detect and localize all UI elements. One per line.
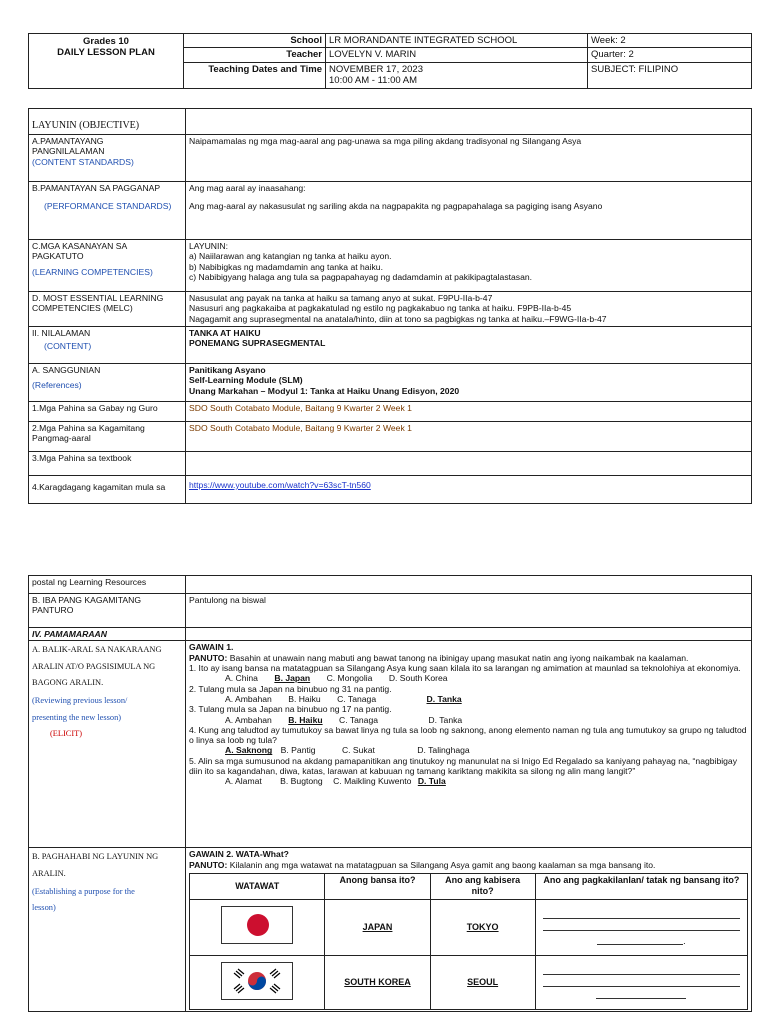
content-std-value: Naipamamalas ng mga mag-aaral ang pag-unawa sa mga piling akdang tradisyonal ng Silangang Asya bbox=[186, 135, 752, 182]
q4-options bbox=[189, 745, 748, 755]
balik-label-cell bbox=[29, 641, 186, 848]
textbook-label: 3.Mga Pahina sa textbook bbox=[29, 452, 186, 476]
japan-sun-disc bbox=[247, 914, 269, 936]
answer-line bbox=[543, 921, 740, 931]
q3-option-d: D. Tanka bbox=[428, 714, 463, 725]
q2-options bbox=[189, 694, 748, 704]
time-text: 10:00 AM - 11:00 AM bbox=[329, 75, 418, 87]
q5-options bbox=[189, 776, 748, 786]
ref-line-2: Self-Learning Module (SLM) bbox=[189, 375, 303, 386]
answer-line bbox=[543, 965, 740, 975]
date-text: NOVEMBER 17, 2023 bbox=[329, 63, 423, 75]
gawain2-title: GAWAIN 2. WATA-What? bbox=[189, 849, 289, 860]
objectives-table bbox=[28, 108, 752, 504]
q3-options bbox=[189, 715, 748, 725]
th-kabisera: Ano ang kabisera nito? bbox=[430, 873, 535, 899]
paghahabi-en-1: (Establishing a purpose for the bbox=[32, 887, 135, 897]
kag-value: SDO South Cotabato Module, Baitang 9 Kwarter 2 Week 1 bbox=[186, 422, 752, 452]
balik-line-3: BAGONG ARALIN. bbox=[32, 678, 104, 688]
perf-std-en: (PERFORMANCE STANDARDS) bbox=[44, 201, 172, 212]
q4-option-b: B. Pantig bbox=[280, 745, 316, 756]
row1-bansa: JAPAN bbox=[325, 899, 430, 955]
ref-label: A. SANGGUNIAN bbox=[32, 365, 101, 375]
layunin-heading: LAYUNIN (OBJECTIVE) bbox=[29, 109, 186, 135]
teacher-label: Teacher bbox=[184, 48, 326, 62]
row2-answer-cell bbox=[535, 955, 747, 1009]
lc-item-b: b) Nabibigkas ng madamdamin ang tanka at haiku. bbox=[189, 261, 383, 272]
content-std-label-1: A.PAMANTAYANG bbox=[32, 136, 104, 146]
iba-label-1: B. IBA PANG KAGAMITANG bbox=[32, 595, 142, 605]
panuto1-text: Basahin at unawain nang mabuti ang bawat tanong na ibinigay upang masukat natin ang iyong naikambak na kaalaman. bbox=[227, 652, 689, 663]
q5-option-d: D. Tula bbox=[417, 776, 446, 787]
content-line-1: TANKA AT HAIKU bbox=[189, 328, 261, 338]
lc-label-1: C.MGA KASANAYAN SA bbox=[32, 241, 128, 251]
q2-option-a: A. Ambahan bbox=[225, 693, 272, 704]
answer-line bbox=[597, 935, 683, 945]
balik-line-2: ARALIN AT/O PAGSISIMULA NG bbox=[32, 661, 156, 671]
panuto2-label: PANUTO: bbox=[189, 859, 228, 870]
kag-label-1: 2.Mga Pahina sa Kagamitang bbox=[32, 423, 145, 433]
ref-value-cell bbox=[186, 364, 752, 402]
melc-label-2: COMPETENCIES (MELC) bbox=[32, 303, 133, 314]
youtube-link[interactable]: https://www.youtube.com/watch?v=63scT-tn560 bbox=[189, 480, 371, 490]
lc-item-a: a) Naiilarawan ang katangian ng tanka at haiku ayon. bbox=[189, 251, 392, 262]
japan-flag bbox=[221, 906, 293, 944]
row1-answer-cell bbox=[535, 899, 747, 955]
plan-title: DAILY LESSON PLAN bbox=[57, 47, 155, 59]
q1-option-c: C. Mongolia bbox=[326, 673, 373, 684]
q3-option-c: C. Tanaga bbox=[339, 714, 379, 725]
paghahabi-line-2: ARALIN. bbox=[32, 868, 66, 878]
q1-option-d: D. South Korea bbox=[388, 673, 448, 684]
content-line-2: PONEMANG SUPRASEGMENTAL bbox=[189, 338, 326, 349]
melc-label-cell bbox=[29, 292, 186, 327]
gawain1-cell bbox=[186, 641, 752, 848]
row2-kabisera: SEOUL bbox=[430, 955, 535, 1009]
dates-value bbox=[326, 62, 588, 88]
q4-option-c: C. Sukat bbox=[341, 745, 375, 756]
q5-text: 5. Alin sa mga sumusunod na akdang pamapanitikan ang tinutukoy ng manunulat na si Inigo Ed Regalado sa kaniyang pahayag na, “nagbibigay diin ito sa kagandahan, diwa, katas, larawan at kabuuan ng tamang kariktang makikita sa silong ng alin mang langit?” bbox=[189, 755, 737, 777]
row2-bansa: SOUTH KOREA bbox=[325, 955, 430, 1009]
gawain1-title: GAWAIN 1. bbox=[189, 642, 234, 653]
gawain2-cell bbox=[186, 848, 752, 1012]
week-value: Week: 2 bbox=[588, 34, 752, 48]
answer-line-period: . bbox=[683, 936, 686, 947]
teacher-value: LOVELYN V. MARIN bbox=[326, 48, 588, 62]
content-en: (CONTENT) bbox=[44, 341, 92, 352]
q1-options bbox=[189, 673, 748, 683]
paghahabi-label-cell bbox=[29, 848, 186, 1012]
kag-label-cell bbox=[29, 422, 186, 452]
lc-title: LAYUNIN: bbox=[189, 241, 228, 251]
answer-line bbox=[596, 989, 686, 999]
melc-value-cell bbox=[186, 292, 752, 327]
q3-option-b: B. Haiku bbox=[288, 714, 323, 725]
q2-option-d: D. Tanka bbox=[426, 693, 462, 704]
melc-label-1: D. MOST ESSENTIAL LEARNING bbox=[32, 293, 164, 303]
answer-line-end-row bbox=[539, 933, 744, 947]
balik-line-1: A. BALIK-ARAL SA NAKARAANG bbox=[32, 645, 162, 655]
answer-line bbox=[543, 909, 740, 919]
perf-std-value-cell bbox=[186, 182, 752, 240]
q5-option-b: B. Bugtong bbox=[280, 776, 323, 787]
th-bansa: Anong bansa ito? bbox=[325, 873, 430, 899]
q5-option-c: C. Maikling Kuwento bbox=[333, 776, 412, 787]
melc-item-3: Nagagamit ang suprasegmental na anatala/hinto, diin at tono sa pagbigkas ng tanka at haiku.–F9WG-IIa-b-47 bbox=[189, 313, 607, 324]
answer-line bbox=[543, 977, 740, 987]
procedure-table bbox=[28, 575, 752, 1012]
lc-en: (LEARNING COMPETENCIES) bbox=[32, 266, 153, 277]
balik-en-2: presenting the new lesson) bbox=[32, 712, 122, 722]
balik-en-1: (Reviewing previous lesson/ bbox=[32, 696, 128, 706]
flags-table bbox=[189, 873, 748, 1010]
quarter-value: Quarter: 2 bbox=[588, 48, 752, 62]
paghahabi-en-2: lesson) bbox=[32, 903, 56, 913]
content-standards-label-cell bbox=[29, 135, 186, 182]
q5-option-a: A. Alamat bbox=[225, 776, 262, 787]
school-label: School bbox=[184, 34, 326, 48]
row1-kabisera: TOKYO bbox=[430, 899, 535, 955]
paghahabi-line-1: B. PAGHAHABI NG LAYUNIN NG bbox=[32, 852, 159, 862]
perf-std-line2: Ang mag-aaral ay nakasusulat ng sariling akda na nagpapakita ng pagpapahalaga sa pagiging isang Asyano bbox=[189, 201, 603, 212]
th-watawat: WATAWAT bbox=[190, 873, 325, 899]
taegeuk-icon bbox=[222, 963, 292, 999]
lc-value-cell bbox=[186, 240, 752, 292]
q4-text: 4. Kung ang taludtod ay tumutukoy sa bawat linya ng tula sa loob ng saknong, anong elemento naman ng tula ang tumutukoy sa grupo ng taludtod o linya sa loob ng tula? bbox=[189, 724, 747, 746]
ref-label-cell bbox=[29, 364, 186, 402]
panuto1-label: PANUTO: bbox=[189, 652, 228, 663]
header-table bbox=[28, 33, 752, 89]
perf-standards-label-cell bbox=[29, 182, 186, 240]
portal-empty bbox=[186, 576, 752, 594]
content-label: II. NILALAMAN bbox=[32, 328, 91, 338]
lc-label-2: PAGKATUTO bbox=[32, 251, 84, 262]
iba-label-cell bbox=[29, 594, 186, 628]
content-value-cell bbox=[186, 327, 752, 364]
kag-label-2: Pangmag-aaral bbox=[32, 433, 91, 444]
grade-level: Grades 10 bbox=[83, 36, 129, 47]
portal-label: postal ng Learning Resources bbox=[29, 576, 186, 594]
panuto2-text: Kilalanin ang mga watawat na matatagpuan sa Silangang Asya gamit ang baong kaalaman sa mga bansang ito. bbox=[227, 859, 656, 870]
pamamaraan-empty bbox=[186, 628, 752, 641]
subject-value: SUBJECT: FILIPINO bbox=[588, 62, 752, 88]
content-std-label-2: PANGNILALAMAN bbox=[32, 146, 105, 157]
q2-option-b: B. Haiku bbox=[288, 693, 321, 704]
perf-std-line1: Ang mag aaral ay inaasahang: bbox=[189, 183, 306, 193]
q4-option-d: D. Talinghaga bbox=[417, 745, 470, 756]
school-value: LR MORANDANTE INTEGRATED SCHOOL bbox=[326, 34, 588, 48]
ref-en: (References) bbox=[32, 380, 82, 391]
panuto2 bbox=[189, 860, 748, 870]
q1-text: 1. Ito ay isang bansa na matatagpuan sa Silangang Asya kung saan kilala ito sa larangan ng amimation at maunlad sa teknolohiya at ekonomiya. bbox=[189, 662, 741, 673]
q1-option-a: A. China bbox=[225, 673, 258, 684]
q3-option-a: A. Ambahan bbox=[225, 714, 272, 725]
q3-text: 3. Tulang mula sa Japan na binubuo ng 17 na pantig. bbox=[189, 704, 392, 715]
grade-cell bbox=[29, 34, 184, 89]
lc-item-c: c) Nabibigyang halaga ang tula sa pagpapahayag ng dadamdamin at pakikipagtalastasan. bbox=[189, 271, 533, 282]
japan-flag-cell bbox=[190, 899, 325, 955]
q2-option-c: C. Tanaga bbox=[337, 693, 377, 704]
melc-item-2: Nasusuri ang pagkakaiba at pagkakatulad ng estilo ng pagkakabuo ng tanka at haiku. F9PB-IIa-b-45 bbox=[189, 303, 572, 314]
lc-label-cell bbox=[29, 240, 186, 292]
elicit-label: (ELICIT) bbox=[50, 729, 83, 739]
panuto1 bbox=[189, 653, 748, 663]
karag-label: 4.Karagdagang kagamitan mula sa bbox=[29, 476, 186, 504]
south-korea-flag bbox=[221, 962, 293, 1000]
q2-text: 2. Tulang mula sa Japan na binubuo ng 31 na pantig. bbox=[189, 683, 392, 694]
q1-option-b: B. Japan bbox=[274, 673, 311, 684]
pamamaraan-heading: IV. PAMAMARAAN bbox=[29, 628, 186, 641]
dates-label: Teaching Dates and Time bbox=[184, 62, 326, 88]
guro-value: SDO South Cotabato Module, Baitang 9 Kwarter 2 Week 1 bbox=[186, 402, 752, 422]
content-label-cell bbox=[29, 327, 186, 364]
iba-label-2: PANTURO bbox=[32, 605, 74, 616]
content-std-en: (CONTENT STANDARDS) bbox=[32, 156, 134, 167]
layunin-empty-cell bbox=[186, 109, 752, 135]
ref-line-3: Unang Markahan – Modyul 1: Tanka at Haiku Unang Edisyon, 2020 bbox=[189, 385, 460, 396]
melc-item-1: Nasusulat ang payak na tanka at haiku sa tamang anyo at sukat. F9PU-IIa-b-47 bbox=[189, 293, 493, 303]
ref-line-1: Panitikang Asyano bbox=[189, 365, 266, 375]
textbook-empty bbox=[186, 452, 752, 476]
iba-value: Pantulong na biswal bbox=[186, 594, 752, 628]
perf-std-label: B.PAMANTAYAN SA PAGGANAP bbox=[32, 183, 161, 193]
korea-flag-cell bbox=[190, 955, 325, 1009]
th-pagkakilanlan: Ano ang pagkakilanlan/ tatak ng bansang ito? bbox=[535, 873, 747, 899]
karag-value-cell bbox=[186, 476, 752, 504]
q4-option-a: A. Saknong bbox=[225, 745, 273, 756]
guro-label: 1.Mga Pahina sa Gabay ng Guro bbox=[29, 402, 186, 422]
